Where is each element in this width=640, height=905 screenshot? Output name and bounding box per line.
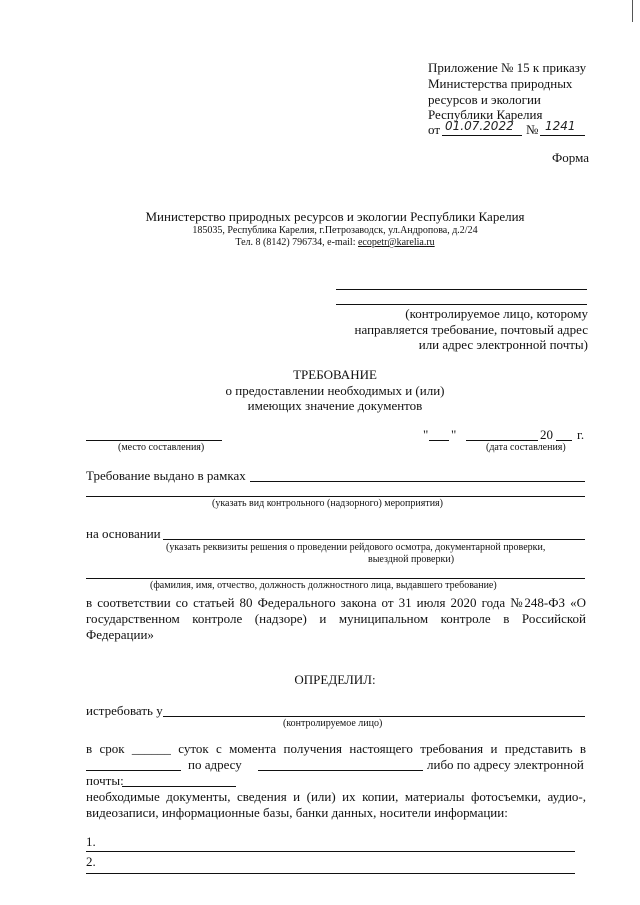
- issued-within-line-2: [86, 496, 585, 497]
- document-subtitle-1: о предоставлении необходимых и (или): [225, 383, 445, 398]
- basis-caption-1: (указать реквизиты решения о проведении рейдового осмотра, документарной проверки,: [166, 542, 546, 553]
- ministry-address: 185035, Республика Карелия, г.Петрозаводск, ул.Андропова, д.2/24: [192, 225, 478, 236]
- list-item-1-line: [86, 851, 575, 852]
- issued-within-label: Требование выдано в рамках: [86, 468, 246, 483]
- ministry-name: Министерство природных ресурсов и экологии Республики Карелия: [145, 209, 525, 224]
- appendix-number-handwritten: 1241: [545, 119, 576, 133]
- deadline-line-1: в срок ______ суток с момента получения настоящего требования и представить в: [86, 741, 586, 756]
- document-title: ТРЕБОВАНИЕ: [293, 367, 377, 382]
- law-text-line-2: государственном контроле (надзоре) и муниципальном контроле в Российской: [86, 611, 586, 626]
- demand-caption: (контролируемое лицо): [283, 718, 383, 729]
- basis-line: [163, 539, 585, 540]
- deadline-email-prefix: почты:: [86, 773, 124, 788]
- issued-within-caption: (указать вид контрольного (надзорного) мероприятия): [212, 498, 443, 509]
- recipient-line-1: [336, 289, 587, 290]
- deadline-email-line: [122, 786, 236, 787]
- date-caption: (дата составления): [486, 442, 566, 453]
- appendix-line-3: ресурсов и экологии: [428, 92, 541, 107]
- appendix-number-line: [540, 135, 585, 136]
- law-text-line-1: в соответствии со статьей 80 Федерального закона от 31 июля 2020 года №248-ФЗ «О: [86, 595, 586, 610]
- appendix-date-line: [442, 135, 522, 136]
- official-line: [86, 578, 585, 579]
- date-year-suffix: г.: [577, 427, 585, 442]
- demand-label: истребовать у: [86, 703, 163, 718]
- list-item-2-line: [86, 873, 575, 874]
- date-quote-open: ": [423, 427, 429, 442]
- appendix-line-4: Республики Карелия: [428, 107, 543, 122]
- basis-caption-2: выездной проверки): [367, 554, 455, 565]
- list-item-2-number: 2.: [86, 854, 96, 869]
- deadline-org-line: [86, 770, 181, 771]
- document-subtitle-2: имеющих значение документов: [247, 398, 423, 413]
- ministry-email-link[interactable]: ecopetr@karelia.ru: [357, 237, 435, 248]
- date-month-line: [466, 440, 538, 441]
- documents-line-1: необходимые документы, сведения и (или) их копии, материалы фотосъемки, аудио-,: [86, 789, 586, 804]
- decided-heading: ОПРЕДЕЛИЛ:: [294, 672, 376, 687]
- date-day-line: [429, 440, 449, 441]
- deadline-address-line: [258, 770, 423, 771]
- documents-line-2: видеозаписи, информационные базы, банки данных, носители информации:: [86, 805, 508, 820]
- list-item-1-number: 1.: [86, 834, 96, 849]
- place-line: [86, 440, 222, 441]
- ministry-contacts-prefix: Тел. 8 (8142) 796734, e-mail:: [235, 237, 358, 248]
- deadline-email-label: либо по адресу электронной: [427, 757, 584, 772]
- basis-label: на основании: [86, 526, 161, 541]
- scan-edge-mark: [632, 0, 633, 22]
- date-year-line: [556, 440, 572, 441]
- demand-line: [163, 716, 585, 717]
- recipient-caption-1: (контролируемое лицо, которому: [405, 306, 588, 321]
- appendix-line-1: Приложение № 15 к приказу: [428, 60, 587, 75]
- law-text-line-3: Федерации»: [86, 627, 154, 642]
- appendix-date-prefix: от: [428, 122, 441, 137]
- deadline-address-label: по адресу: [188, 757, 242, 772]
- appendix-line-2: Министерства природных: [428, 76, 573, 91]
- recipient-caption-3: или адрес электронной почты): [418, 337, 588, 352]
- appendix-date-handwritten: 01.07.2022: [445, 119, 514, 133]
- place-caption: (место составления): [118, 442, 205, 453]
- form-label: Форма: [552, 150, 589, 165]
- appendix-number-prefix: №: [526, 122, 539, 137]
- ministry-contacts: [0, 237, 640, 249]
- official-caption: (фамилия, имя, отчество, должность должностного лица, выдавшего требование): [150, 580, 497, 591]
- recipient-line-2: [336, 304, 587, 305]
- issued-within-line-1: [250, 481, 585, 482]
- recipient-caption-2: направляется требование, почтовый адрес: [354, 322, 588, 337]
- date-year-prefix: 20: [540, 427, 553, 442]
- date-quote-close: ": [451, 427, 457, 442]
